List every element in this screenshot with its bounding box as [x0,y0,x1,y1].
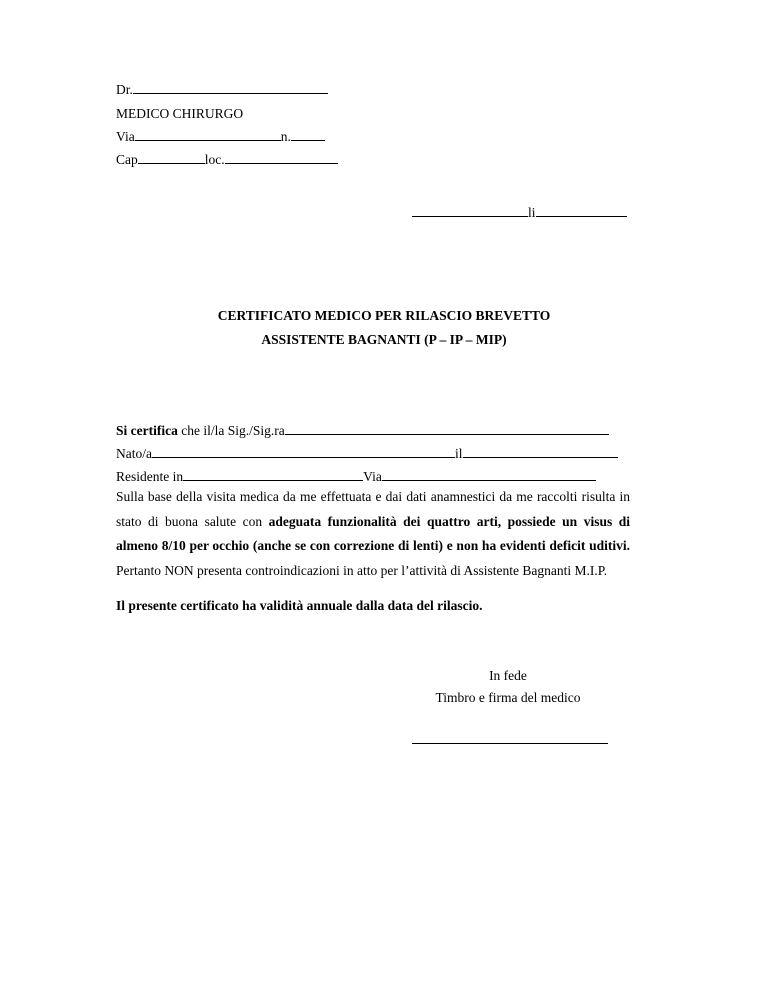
birthdate-field[interactable] [463,446,618,458]
in-fede-text: In fede [489,668,527,683]
birthplace-field[interactable] [152,446,455,458]
residence-line [116,469,596,485]
residente-label: Residente in [116,469,184,484]
address-line [116,129,325,145]
stamp-label: Timbro e firma del medico [435,690,581,705]
cap-label: Cap [116,152,138,167]
residence-street-field[interactable] [382,469,596,481]
place-date-line [412,205,627,221]
via-label: Via [116,129,135,144]
body-paragraph [116,485,630,583]
specialty-line [116,106,243,122]
patient-name-field[interactable] [285,423,609,435]
certifica-bold: Si certifica [116,423,178,438]
via-field[interactable] [135,129,281,141]
certifica-rest: che il/la Sig./Sig.ra [177,423,285,438]
signature-field[interactable] [412,743,608,744]
specialty-text: MEDICO CHIRURGO [116,106,244,121]
validity-note: Il presente certificato ha validità annuale dalla data del rilascio. [116,598,483,613]
loc-field[interactable] [225,152,338,164]
cap-field[interactable] [138,152,205,164]
number-field[interactable] [291,129,325,141]
place-field[interactable] [412,205,528,217]
number-label: n. [280,129,291,144]
body-text-1: Sulla base della visita medica da me effettuata e dai dati anamnestici da me raccolti risulta in stato di buona salute con [116,489,630,529]
residence-via-label: Via [363,469,382,484]
nato-label: Nato/a [116,446,152,461]
doctor-name-field[interactable] [133,82,328,94]
body-text-2: Pertanto NON presenta controindicazioni in atto per l’attività di Assistente Bagnanti M.I.P. [116,562,608,578]
certificate-title: CERTIFICATO MEDICO PER RILASCIO BREVETTO [217,308,551,323]
body-bold-1: adeguata funzionalità dei quattro arti, possiede un visus di almeno 8/10 per occhio (anche se con correzione di lenti) e non ha evidenti deficit uditivi. [116,513,630,553]
certificate-subtitle: ASSISTENTE BAGNANTI (P – IP – MIP) [261,332,507,347]
residence-city-field[interactable] [183,469,363,481]
li-label: li [528,205,536,220]
cap-line [116,152,338,168]
patient-name-line [116,423,609,439]
date-field[interactable] [536,205,627,217]
doctor-prefix: Dr. [116,82,133,97]
doctor-name-line [116,82,328,98]
loc-label: loc. [204,152,225,167]
il-label: il [455,446,463,461]
birth-line [116,446,618,462]
